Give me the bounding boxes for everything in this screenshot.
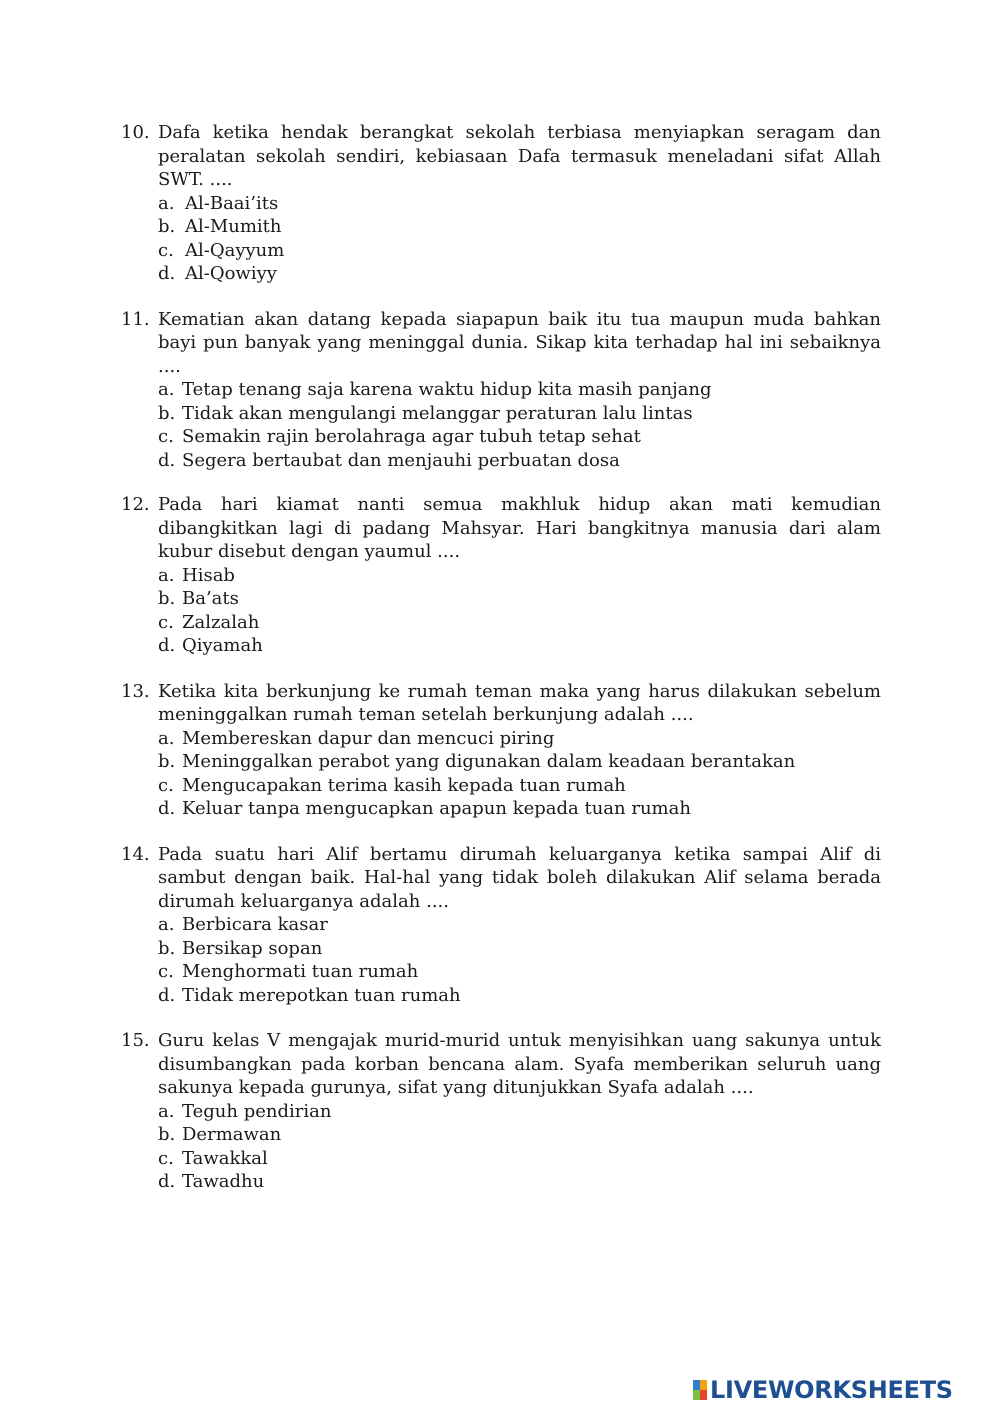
question-11 — [121, 308, 881, 473]
badge-square-icon — [700, 1390, 707, 1400]
option-a[interactable] — [158, 564, 881, 588]
option-letter: a. — [158, 379, 175, 400]
option-letter: a. — [158, 192, 175, 214]
question-text: Pada hari kiamat nanti semua makhluk hidup akan mati kemudian dibangkitkan lagi di padang Mahsyar. Hari bangkitnya manusia dari alam kubur disebut dengan yaumul .... — [158, 494, 881, 562]
option-text: Tawakkal — [182, 1147, 268, 1169]
option-text: Qiyamah — [182, 635, 263, 656]
option-text: Mengucapakan terima kasih kepada tuan rumah — [182, 774, 626, 796]
option-c[interactable] — [158, 960, 881, 984]
option-text: Al-Qayyum — [185, 239, 285, 261]
option-text: Hisab — [182, 564, 235, 586]
option-text: Tawadhu — [182, 1171, 265, 1192]
option-text: Segera bertaubat dan menjauhi perbuatan dosa — [182, 449, 620, 471]
option-letter: c. — [158, 1147, 174, 1169]
question-text: Kematian akan datang kepada siapapun baik itu tua maupun muda bahkan bayi pun banyak yang meninggal dunia. Sikap kita terhadap hal ini sebaiknya .... — [158, 308, 881, 377]
option-text: Al-Mumith — [185, 216, 282, 237]
option-c[interactable] — [158, 611, 881, 635]
option-letter: d. — [158, 984, 176, 1006]
option-letter: c. — [158, 239, 174, 261]
option-text: Zalzalah — [182, 611, 260, 633]
logo-badge-icon — [693, 1380, 707, 1400]
option-text: Teguh pendirian — [182, 1100, 332, 1122]
option-b[interactable] — [158, 1123, 881, 1147]
option-text: Keluar tanpa mengucapkan apapun kepada tuan rumah — [182, 798, 691, 819]
option-list — [158, 913, 881, 1007]
option-letter: d. — [158, 798, 176, 819]
badge-square-icon — [700, 1380, 707, 1390]
question-14 — [121, 843, 881, 1008]
option-list — [158, 727, 881, 821]
question-number: 12. — [121, 494, 150, 515]
option-text: Al-Baai’its — [185, 192, 279, 214]
question-number: 15. — [121, 1030, 150, 1051]
option-a[interactable] — [158, 1100, 881, 1124]
option-d[interactable] — [158, 262, 881, 286]
question-text: Pada suatu hari Alif bertamu dirumah keluarganya ketika sampai Alif di sambut dengan baik. Hal-hal yang tidak boleh dilakukan Alif selama berada dirumah keluarganya adalah .... — [158, 843, 881, 912]
option-a[interactable] — [158, 913, 881, 937]
option-letter: a. — [158, 564, 175, 586]
option-letter: c. — [158, 426, 174, 447]
option-letter: b. — [158, 402, 176, 424]
question-15 — [121, 1029, 881, 1194]
option-a[interactable] — [158, 192, 881, 216]
option-a[interactable] — [158, 727, 881, 751]
option-letter: d. — [158, 263, 176, 284]
option-list — [158, 378, 881, 472]
option-text: Ba’ats — [182, 588, 239, 609]
option-c[interactable] — [158, 774, 881, 798]
question-list — [121, 121, 881, 1216]
option-list — [158, 192, 881, 286]
option-text: Tidak merepotkan tuan rumah — [182, 984, 461, 1006]
option-text: Al-Qowiyy — [185, 263, 277, 284]
option-b[interactable] — [158, 750, 881, 774]
option-text: Berbicara kasar — [182, 914, 328, 935]
option-letter: c. — [158, 611, 174, 633]
question-text: Guru kelas V mengajak murid-murid untuk menyisihkan uang sakunya untuk disumbangkan pada korban bencana alam. Syafa memberikan seluruh uang sakunya kepada gurunya, sifat yang ditunjukkan Syafa adalah .... — [158, 1030, 881, 1098]
option-d[interactable] — [158, 634, 881, 658]
option-letter: b. — [158, 937, 176, 959]
option-a[interactable] — [158, 378, 881, 402]
option-b[interactable] — [158, 402, 881, 426]
option-text: Membereskan dapur dan mencuci piring — [182, 727, 555, 749]
option-letter: d. — [158, 635, 176, 656]
option-b[interactable] — [158, 937, 881, 961]
question-12 — [121, 493, 881, 658]
option-letter: c. — [158, 774, 174, 796]
option-d[interactable] — [158, 984, 881, 1008]
logo-text: LIVEWORKSHEETS — [710, 1376, 953, 1404]
option-list — [158, 564, 881, 658]
question-10 — [121, 121, 881, 286]
option-letter: a. — [158, 1100, 175, 1122]
option-d[interactable] — [158, 1170, 881, 1194]
option-text: Semakin rajin berolahraga agar tubuh tetap sehat — [182, 426, 641, 447]
option-text: Menghormati tuan rumah — [182, 961, 419, 982]
question-text: Dafa ketika hendak berangkat sekolah terbiasa menyiapkan seragam dan peralatan sekolah sendiri, kebiasaan Dafa termasuk meneladani sifat Allah SWT. .... — [158, 122, 881, 190]
question-text: Ketika kita berkunjung ke rumah teman maka yang harus dilakukan sebelum meninggalkan rumah teman setelah berkunjung adalah .... — [158, 680, 881, 725]
option-letter: a. — [158, 914, 175, 935]
option-text: Dermawan — [182, 1124, 282, 1145]
option-letter: b. — [158, 1124, 176, 1145]
option-list — [158, 1100, 881, 1194]
option-d[interactable] — [158, 797, 881, 821]
option-letter: b. — [158, 751, 176, 772]
option-d[interactable] — [158, 449, 881, 473]
option-letter: a. — [158, 727, 175, 749]
option-c[interactable] — [158, 239, 881, 263]
option-text: Bersikap sopan — [182, 937, 323, 959]
option-b[interactable] — [158, 587, 881, 611]
option-text: Tetap tenang saja karena waktu hidup kita masih panjang — [182, 379, 712, 400]
option-letter: b. — [158, 216, 176, 237]
question-number: 11. — [121, 308, 150, 330]
question-number: 10. — [121, 122, 150, 143]
question-number: 14. — [121, 843, 150, 865]
question-number: 13. — [121, 680, 150, 702]
option-b[interactable] — [158, 215, 881, 239]
option-letter: d. — [158, 449, 176, 471]
option-text: Meninggalkan perabot yang digunakan dalam keadaan berantakan — [182, 751, 796, 772]
badge-square-icon — [693, 1390, 700, 1400]
option-letter: c. — [158, 961, 174, 982]
option-c[interactable] — [158, 425, 881, 449]
question-13 — [121, 680, 881, 821]
liveworksheets-logo[interactable] — [693, 1377, 953, 1403]
badge-square-icon — [693, 1380, 700, 1390]
option-text: Tidak akan mengulangi melanggar peraturan lalu lintas — [182, 402, 693, 424]
option-c[interactable] — [158, 1147, 881, 1171]
option-letter: d. — [158, 1171, 176, 1192]
option-letter: b. — [158, 588, 176, 609]
